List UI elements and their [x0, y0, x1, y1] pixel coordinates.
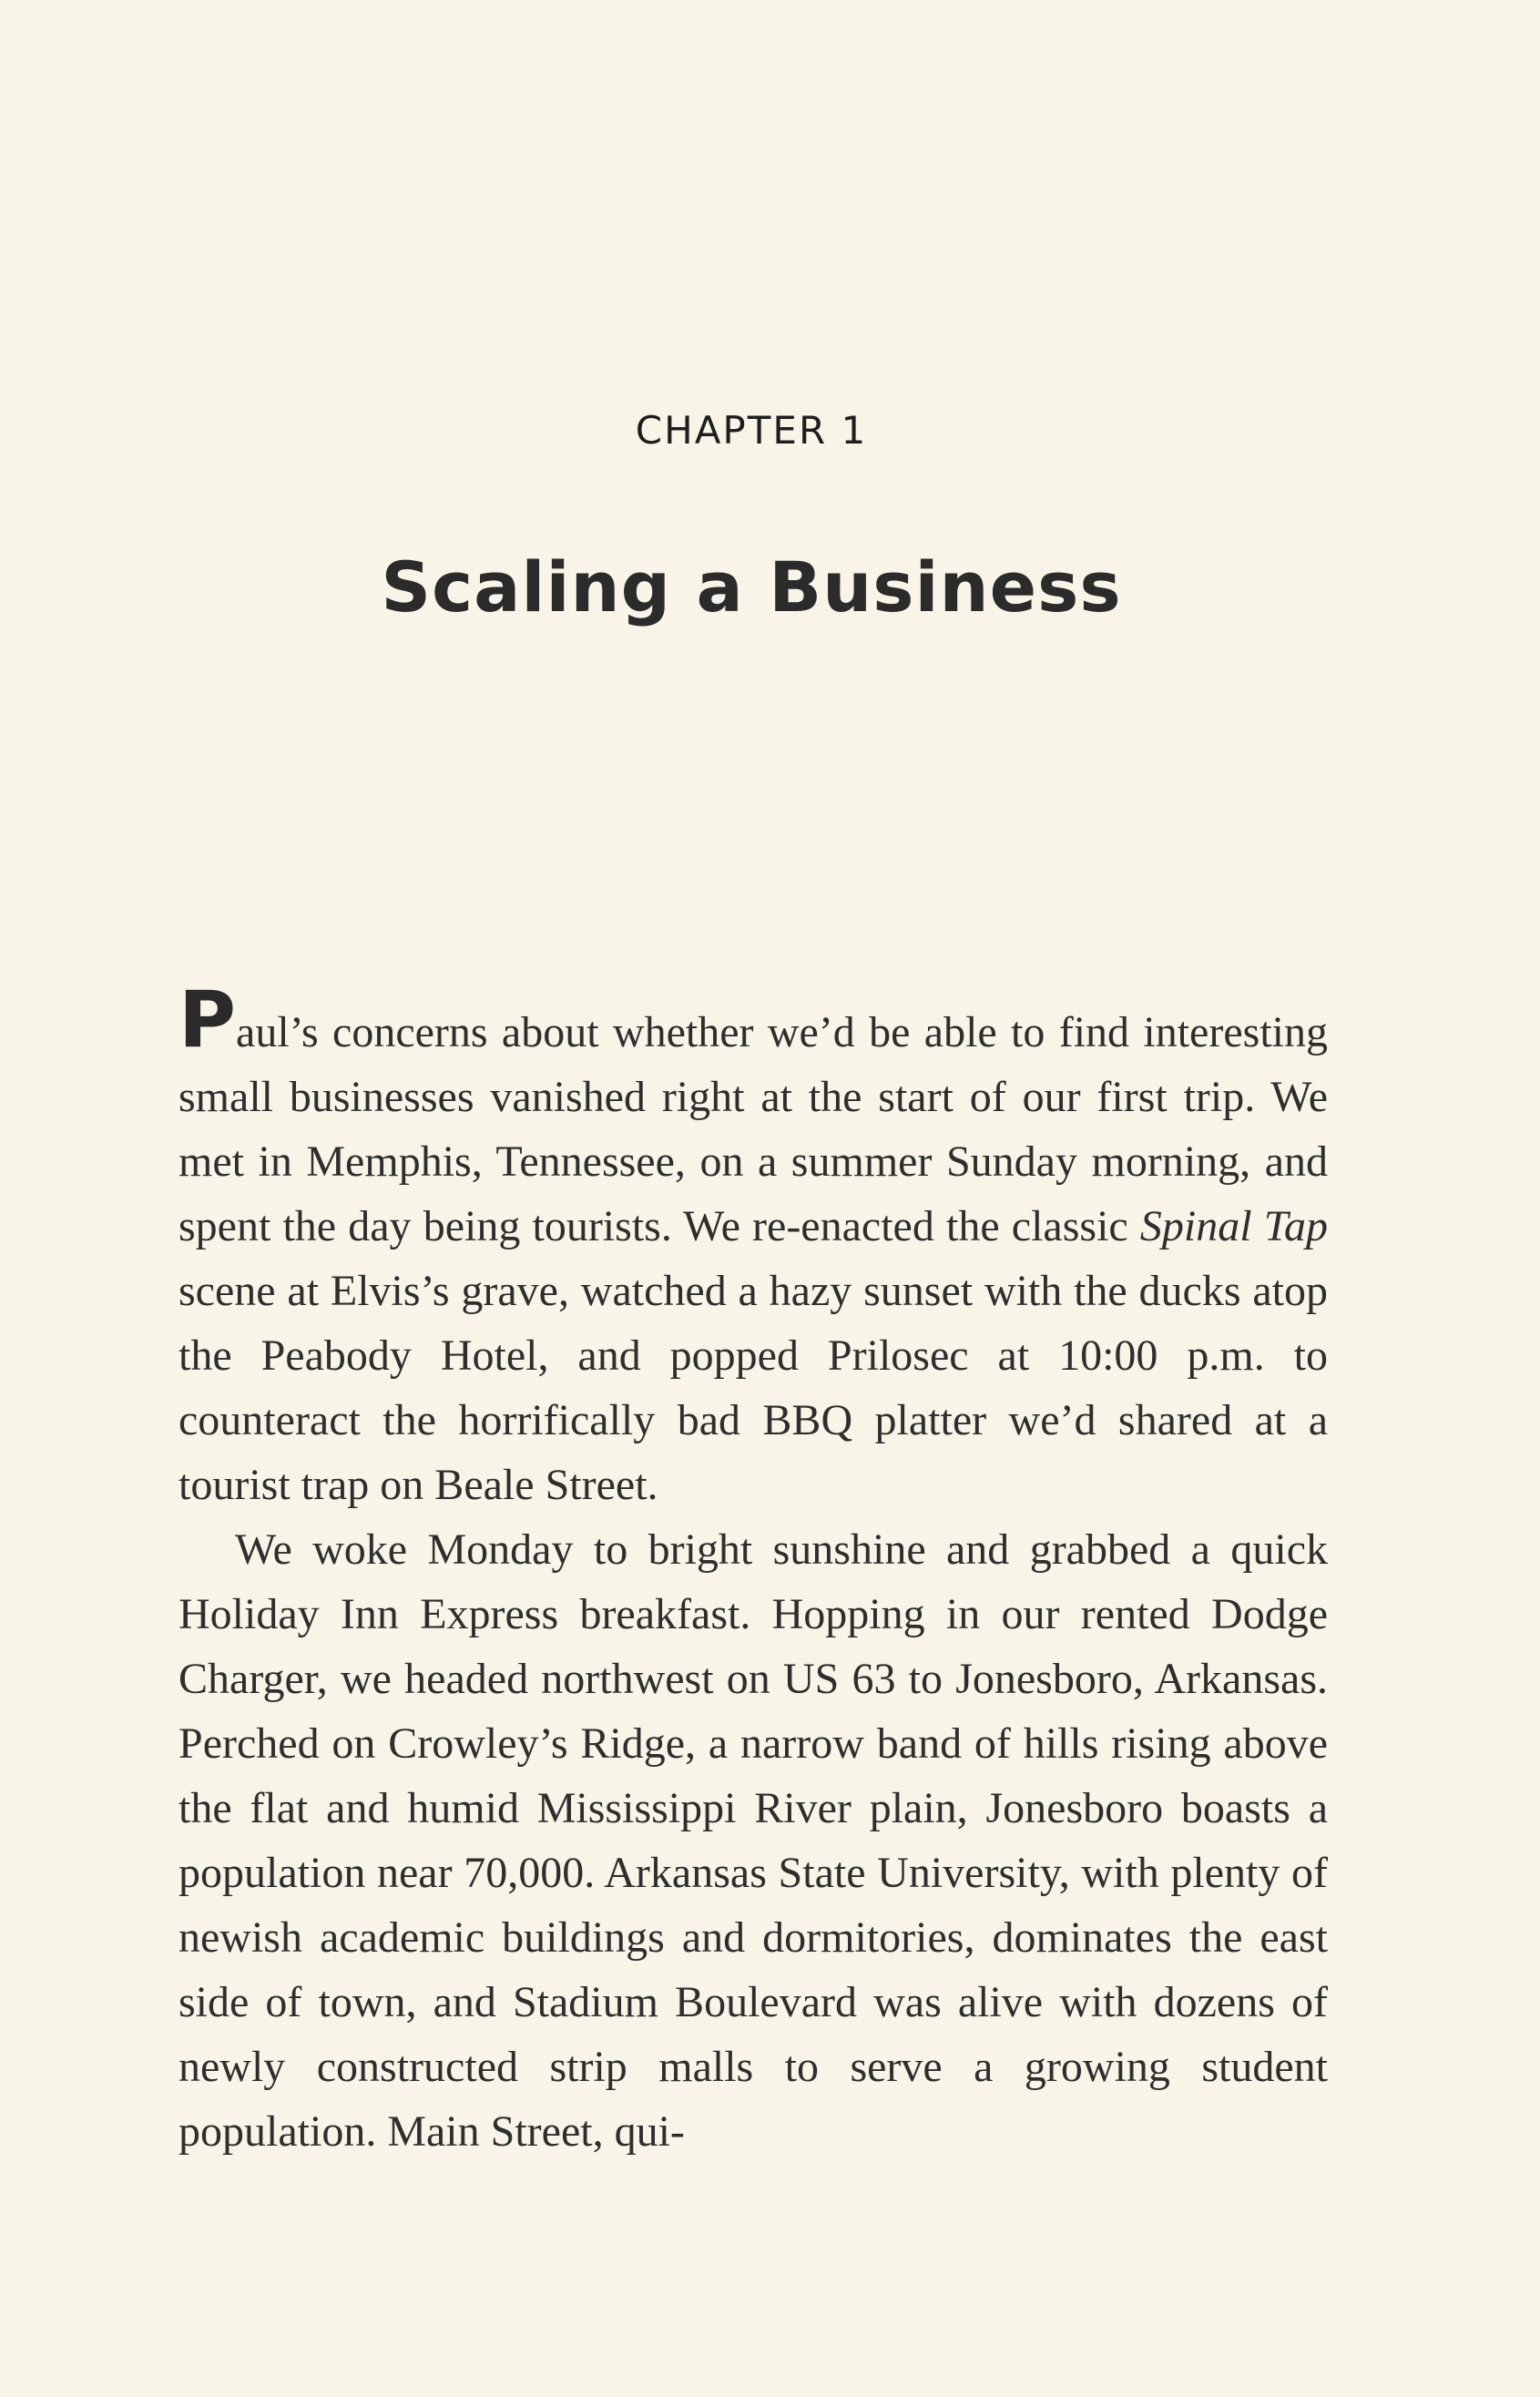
paragraph-1-text-after: scene at Elvis’s grave, watched a hazy sunset with the ducks atop the Peabody Hotel, and popped Prilosec at 10:00 p.m. to counteract the horrifically bad BBQ platter we’d shared at a tourist trap on Beale Street.: [178, 1267, 1328, 1509]
chapter-label: CHAPTER 1: [635, 408, 868, 453]
paragraph-1-text-before: aul’s concerns about whether we’d be able to find interesting small businesses vanished right at the start of our first trip. We met in Memphis, Tennessee, on a summer Sunday morning, and spent the day being tourists. We re-enacted the classic: [178, 1008, 1328, 1250]
body-text: [178, 974, 1328, 2164]
film-title-italic: Spinal Tap: [1139, 1202, 1328, 1250]
paragraph-2: We woke Monday to bright sunshine and grabbed a quick Holiday Inn Express breakfast. Hopping in our rented Dodge Charger, we headed northwest on US 63 to Jonesboro, Arkansas. Perched on Crowley’s Ridge, a narrow band of hills rising above the flat and humid Mississippi River plain, Jonesboro boasts a population near 70,000. Arkansas State University, with plenty of newish academic buildings and dormitories, dominates the east side of town, and Stadium Boulevard was alive with dozens of newly constructed strip malls to serve a growing student population. Main Street, qui-: [178, 1525, 1328, 2156]
chapter-title: Scaling a Business: [381, 546, 1122, 627]
paragraph-1: [178, 974, 1328, 1517]
drop-cap: P: [178, 974, 237, 1066]
